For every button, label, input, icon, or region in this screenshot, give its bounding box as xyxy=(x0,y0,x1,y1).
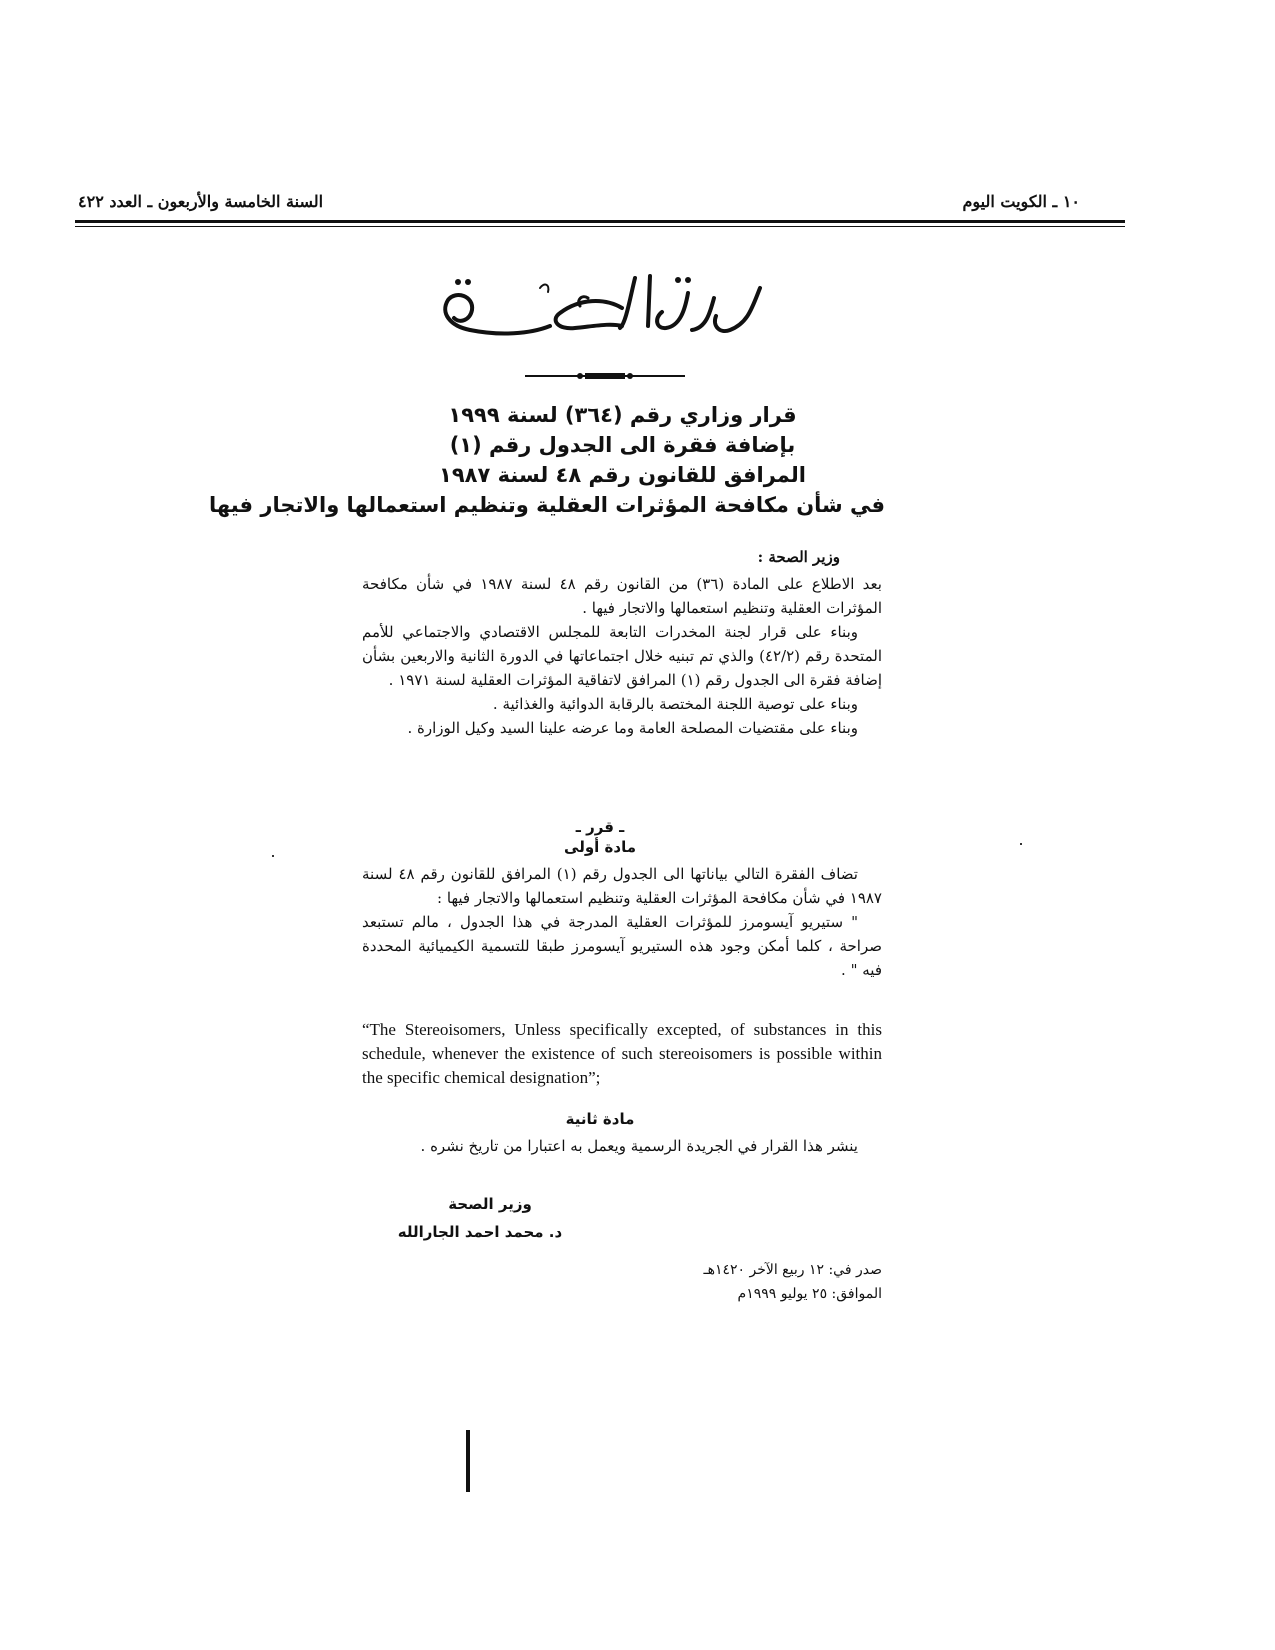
article-1-paragraph-2: " ستيريو آيسومرز للمؤثرات العقلية المدرجة في هذا الجدول ، مالم تستبعد صراحة ، كلما أمكن وجود هذه الستيريو آيسومرز طبقا للتسمية الكيميائية المحددة فيه " . xyxy=(362,913,882,979)
scan-speck xyxy=(1020,843,1022,845)
signature-title: وزير الصحة xyxy=(448,1195,532,1213)
preamble-paragraph-1: بعد الاطلاع على المادة (٣٦) من القانون رقم ٤٨ لسنة ١٩٨٧ في شأن مكافحة المؤثرات العقلية وتنظيم استعمالها والاتجار فيها . xyxy=(362,575,882,617)
article-1-heading: مادة أولى xyxy=(564,838,636,856)
title-ornament-divider xyxy=(525,370,685,382)
decided-heading: ـ قرر ـ xyxy=(575,818,625,836)
decree-title xyxy=(208,400,885,520)
article-2-heading: مادة ثانية xyxy=(565,1110,635,1128)
article-1-text xyxy=(362,862,882,982)
preamble-text xyxy=(362,572,882,740)
ministry-calligraphy-logo xyxy=(430,268,770,358)
decree-title-line-2: بإضافة فقرة الى الجدول رقم (١) xyxy=(449,433,796,457)
article-1-english-text: “The Stereoisomers, Unless specifically excepted, of substances in this schedule, whenever the existence of such stereoisomers is possible within the specific chemical designation”; xyxy=(362,1020,882,1087)
header-year-and-issue: السنة الخامسة والأربعون ـ العدد ٤٢٢ xyxy=(78,192,324,211)
signature-name: د. محمد احمد الجارالله xyxy=(397,1223,563,1241)
article-2-text xyxy=(362,1134,882,1158)
preamble-paragraph-2: وبناء على قرار لجنة المخدرات التابعة للمجلس الاقتصادي والاجتماعي للأمم المتحدة رقم (٤٢/٢) والذي تم تبنيه خلال اجتماعاتها في الدورة الثانية والاربعين بشأن إضافة فقرة الى الجدول رقم (١) المرافق لاتفاقية المؤثرات العقلية لسنة ١٩٧١ . xyxy=(362,623,882,689)
article-1-paragraph-1: تضاف الفقرة التالي بياناتها الى الجدول رقم (١) المرافق للقانون رقم ٤٨ لسنة ١٩٨٧ في شأن مكافحة المؤثرات العقلية وتنظيم استعمالها والاتجار فيها : xyxy=(362,865,882,907)
header-page-and-gazette: ١٠ ـ الكويت اليوم xyxy=(962,192,1080,211)
decree-title-line-4: في شأن مكافحة المؤثرات العقلية وتنظيم استعمالها والاتجار فيها xyxy=(208,493,885,517)
decree-title-line-1: قرار وزاري رقم (٣٦٤) لسنة ١٩٩٩ xyxy=(448,403,797,427)
scan-speck xyxy=(272,855,274,857)
preamble-paragraph-3: وبناء على توصية اللجنة المختصة بالرقابة الدوائية والغذائية . xyxy=(492,695,858,713)
decree-title-line-3: المرافق للقانون رقم ٤٨ لسنة ١٩٨٧ xyxy=(439,463,806,487)
header-rule-thin xyxy=(75,226,1125,227)
scan-artifact-mark xyxy=(466,1430,470,1492)
header-rule-thick xyxy=(75,220,1125,223)
preamble-minister: وزير الصحة : xyxy=(757,548,840,566)
issued-date-hijri: صدر في: ١٢ ربيع الآخر ١٤٢٠هـ xyxy=(703,1262,882,1278)
article-2-paragraph-1: ينشر هذا القرار في الجريدة الرسمية ويعمل به اعتبارا من تاريخ نشره . xyxy=(420,1137,858,1155)
preamble-paragraph-4: وبناء على مقتضيات المصلحة العامة وما عرضه علينا السيد وكيل الوزارة . xyxy=(407,719,858,737)
issued-date-gregorian: الموافق: ٢٥ يوليو ١٩٩٩م xyxy=(737,1286,882,1302)
